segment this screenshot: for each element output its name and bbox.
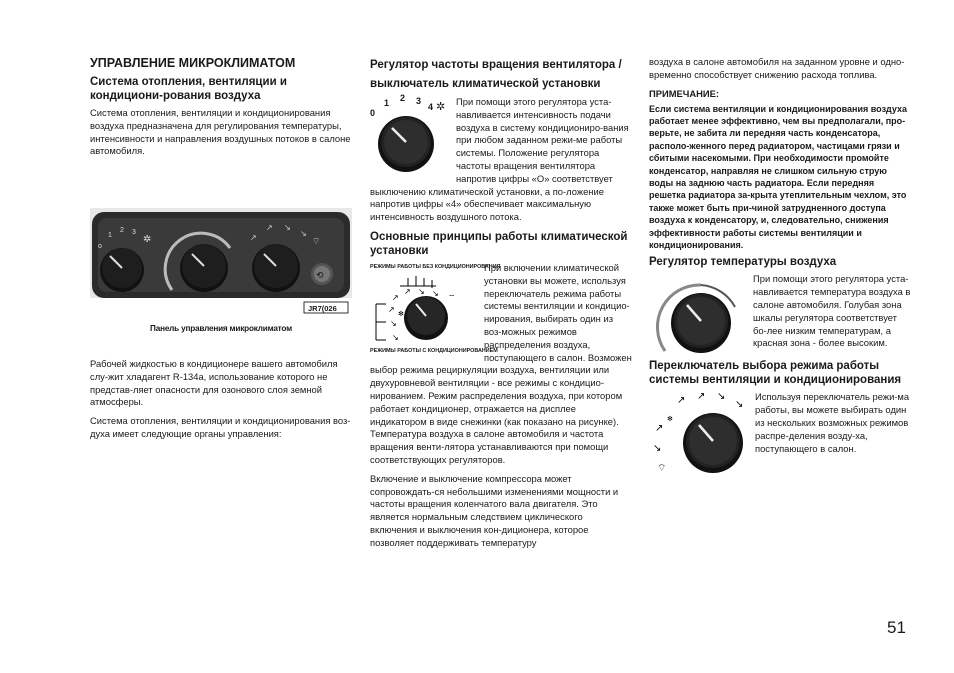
vent-face-icon: ↗ [677, 395, 686, 407]
note-heading: ПРИМЕЧАНИЕ: [649, 87, 720, 99]
mode-knob [252, 244, 300, 292]
svg-text:↗: ↗ [392, 292, 399, 302]
svg-text:↘: ↘ [390, 318, 397, 328]
column-1 [90, 56, 352, 164]
intro-paragraph: Система отопления, вентиляции и кондиционирования воздуха предназначена для регулирования температуры, интенсивности и направления воздушных потоков в салоне автомобиля. [90, 107, 351, 157]
mode-switch-title: Переключатель выбора режима работы системы вентиляции и кондиционирования [649, 360, 902, 387]
recirculation-button [311, 263, 333, 285]
svg-text:↗: ↗ [655, 423, 664, 435]
climate-control-panel-image [90, 208, 352, 316]
fan-regulator-text: При помощи этого регулятора уста-навливается интенсивность подачи воздуха в систему кондициониро-вания при любом заданном режи-ме работы системы. Положение регулятора частоты вращения вентилятора напротив цифры «О» соответствует выключению климатической установки, а по-ложение напротив цифры «4» обеспечивает максимальную интенсивность воздушного потока. [370, 96, 629, 223]
windshield-defrost-icon: ⌔ [312, 236, 321, 246]
page-number: 51 [887, 618, 906, 637]
svg-text:↘: ↘ [392, 332, 399, 342]
svg-text:↘: ↘ [284, 223, 291, 232]
temperature-regulator-text: При помощи этого регулятора уста-навливается температура воздуха в салоне автомобиля. Голубая зона шкалы регулятора соответствует бо-лее низким температурам, а красная зона - более высоким. [753, 273, 911, 349]
svg-text:1: 1 [108, 232, 112, 239]
recirculation-icon: ⟲ [316, 270, 324, 280]
column-3 [649, 56, 911, 479]
windshield-defrost-icon: ⌔ [448, 292, 456, 302]
fan-speed-knob [100, 248, 144, 292]
svg-text:↗: ↗ [697, 391, 706, 403]
fan-digit-4: 4 [428, 102, 434, 112]
continued-paragraph: воздуха в салоне автомобиля на заданном уровне и одно-временно способствует снижению расхода топлива. [649, 56, 905, 80]
fan-digit-3: 3 [416, 96, 422, 106]
temperature-knob [180, 244, 228, 292]
svg-text:2: 2 [120, 227, 124, 234]
column-1-bottom [90, 358, 352, 447]
svg-text:↘: ↘ [717, 391, 726, 403]
panel-caption-wrap [90, 324, 352, 333]
svg-text:↘: ↘ [735, 399, 744, 411]
svg-text:3: 3 [132, 229, 136, 236]
snowflake-icon: ✻ [398, 310, 404, 318]
svg-text:o: o [98, 243, 102, 250]
svg-text:↘: ↘ [432, 288, 439, 298]
mode-knob-image [649, 391, 749, 477]
fan-digit-1: 1 [384, 98, 390, 108]
fan-regulator-title: Регулятор частоты вращения вентилятора / выключатель климатической установки [370, 59, 622, 90]
fan-knob-image [370, 93, 450, 178]
svg-text:↗: ↗ [266, 223, 273, 232]
fan-icon: ✲ [436, 101, 446, 113]
svg-text:↘: ↘ [418, 286, 425, 296]
mode-label-bottom: РЕЖИМЫ РАБОТЫ С КОНДИЦИОНИРОВАНИЕМ [370, 347, 498, 354]
mode-diagram-image [370, 263, 501, 356]
mode-switch-text: Используя переключатель режи-ма работы, вы можете выбирать один из нескольких возможных режимов распре-деления возду-ха, поступающего в салон. [755, 391, 910, 454]
panel-code: JR7(026 [308, 304, 337, 313]
svg-text:↗: ↗ [404, 286, 411, 296]
column-2 [370, 56, 632, 556]
note-text: Если система вентиляции и кондиционирования воздуха работает менее эффективно, чем вы предполагали, про-верьте, не забита ли передняя часть конденсатора, располо-женного перед радиатором, частицами грязи и сбитыми насекомыми. При необходимости промойте конденсатор, направляя не слишком сильную струю воды на заднюю часть радиатора. Если передняя решетка радиатора за-крыта утеплительным чехлом, это также может быть при-чиной затрудненного доступа воздуха к конденсатору, и, следовательно, снижения эффективности работы системы вентиляции и кондиционирования. [649, 103, 907, 251]
floor-vent-icon: ↘ [653, 443, 662, 455]
temperature-regulator-title: Регулятор температуры воздуха [649, 256, 837, 269]
section-title: УПРАВЛЕНИЕ МИКРОКЛИМАТОМ [90, 56, 296, 70]
compressor-text: Включение и выключение компрессора может сопровождать-ся небольшими изменениями мощности и частоты вращения коленчатого вала двигателя. Это является нормальным следствием циклического включения и выключения кон-диционера, которое позволяет поддерживать температуру [370, 472, 619, 548]
panel-caption: Панель управления микроклиматом [150, 324, 292, 333]
fan-icon: ✲ [143, 234, 152, 245]
principles-title: Основные принципы работы климатической установки [370, 230, 628, 257]
principles-text: При включении климатической установки вы можете, используя переключатель режима работы системы вентиляции и кондицио-нирования, выбирать один из воз-можных режимов распределения воздуха, поступающего в салон. Возможен выбор режима рециркуляции воздуха, вентиляции или двухуровневой вентиляции - все режимы с кондицио-нированием. Режим распределения воздуха, при котором работает кондиционер, отражается на дисплее индикатором в виде снежинки (как показано на рисунке). Температура воздуха в салоне автомобиля и частота вращения венти-лятора устанавливаются при помощи соответствующих регуляторов. [370, 261, 632, 465]
svg-text:⌔: ⌔ [657, 463, 667, 475]
refrigerant-paragraph: Рабочей жидкостью в кондиционере вашего автомобиля слу-жит хладагент R-134a, использование которого не представ-ляет опасности для озонового слоя земной атмосферы. [90, 358, 338, 408]
controls-paragraph: Система отопления, вентиляции и кондиционирования воз-духа имеет следующие органы управления: [90, 415, 351, 439]
temperature-knob-image [649, 273, 747, 357]
svg-text:↗: ↗ [388, 304, 395, 314]
snowflake-icon: ✻ [667, 416, 673, 424]
fan-digit-0: 0 [370, 108, 376, 118]
fan-digit-2: 2 [400, 93, 406, 103]
mode-label-top: РЕЖИМЫ РАБОТЫ БЕЗ КОНДИЦИОНИРОВАНИЯ [370, 263, 501, 270]
svg-text:↘: ↘ [300, 229, 307, 238]
subsection-title: Система отопления, вентиляции и кондициони-рования воздуха [90, 76, 287, 102]
svg-text:↗: ↗ [250, 233, 257, 242]
